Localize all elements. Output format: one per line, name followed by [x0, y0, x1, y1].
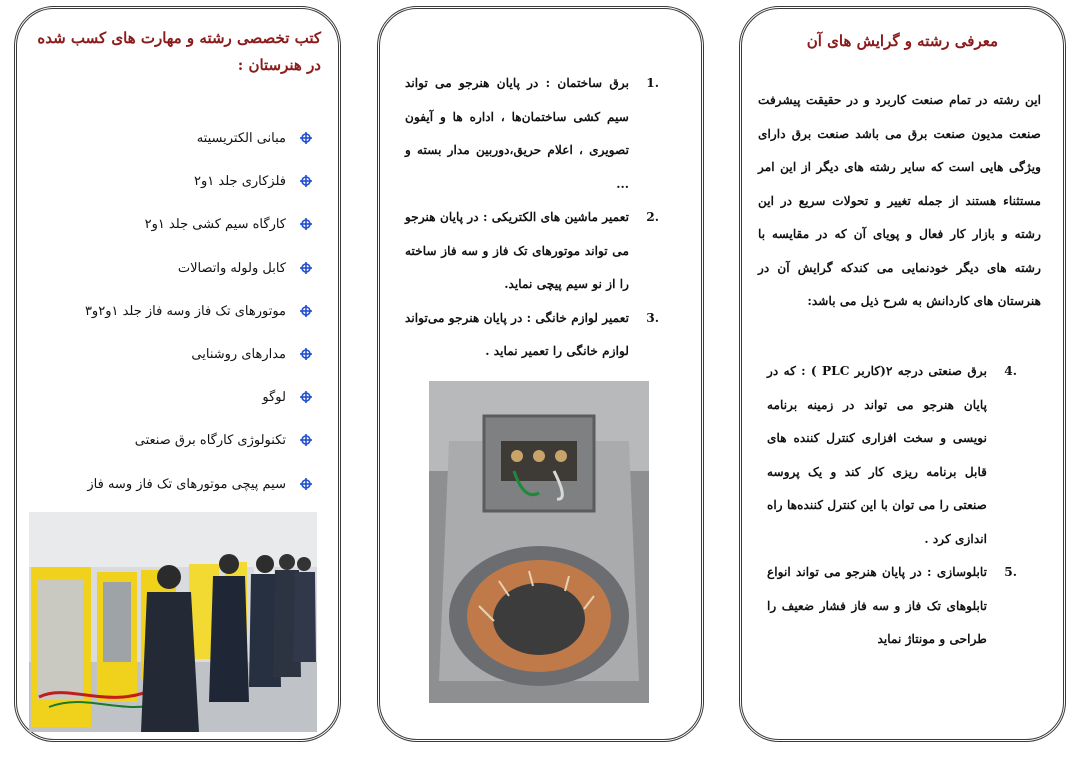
book-item	[22, 160, 312, 203]
crosshair-bullet-icon	[300, 305, 312, 317]
book-item	[22, 203, 312, 246]
book-item	[22, 463, 312, 506]
list-item-text: تعمیر لوازم خانگی : در پایان هنرجو می‌تواند لوازم خانگی را تعمیر نماید .	[405, 310, 629, 358]
crosshair-bullet-icon	[300, 434, 312, 446]
book-item-label: کابل ولوله واتصالات	[177, 260, 286, 276]
motor-photo	[429, 381, 649, 703]
list-item	[767, 355, 1017, 556]
list-item-text: تابلوسازی : در پایان هنرجو می تواند انواع تابلوهای تک فاز و سه فاز فشار ضعیف را طراحی و مونتاژ نماید	[767, 565, 987, 646]
book-item-label: مدارهای روشنایی	[191, 346, 286, 362]
intro-paragraph: این رشته در تمام صنعت کاربرد و در حقیقت پیشرفت صنعت مدیون صنعت برق می باشد صنعت برق دارای ویژگی هایی است که سایر رشته های دیگر از این امر مستثناء هستند از جمله تغییر و تحولات سریع در این رشته و بازار کار فعال و پویای آن که در مقایسه با رشته های دیگر خودنمایی می کندکه گرایش آن در هنرستان های کاردانش به شرح ذیل می باشد:	[758, 93, 1041, 308]
crosshair-bullet-icon	[300, 478, 312, 490]
book-item-label: سیم پیچی موتورهای تک فاز وسه فاز	[87, 476, 286, 492]
crosshair-bullet-icon	[300, 348, 312, 360]
list-item	[405, 67, 659, 201]
crosshair-bullet-icon	[300, 218, 312, 230]
books-list	[22, 117, 312, 506]
workshop-students-photo	[29, 512, 317, 732]
intro-panel-title: معرفی رشته و گرایش های آن	[806, 32, 998, 50]
book-item	[22, 419, 312, 462]
book-item-label: تکنولوژی کارگاه برق صنعتی	[134, 433, 286, 449]
crosshair-bullet-icon	[300, 175, 312, 187]
list-item-number: .3	[646, 310, 659, 325]
book-item-label: مبانی الکتریسیته	[196, 131, 286, 146]
books-panel-title: کتب تخصصی رشته و مهارت های کسب شده در هنرستان :	[37, 29, 321, 74]
book-item-label: فلزکاری جلد ۱و۲	[194, 174, 286, 190]
book-item-label: کارگاه سیم کشی جلد ۱و۲	[144, 217, 286, 233]
list-item-text: برق ساختمان : در پایان هنرجو می تواند سیم کشی ساختمان‌ها ، اداره ها و آیفون تصویری ، اعلام حریق،دوربین مدار بسته و ...	[405, 76, 629, 191]
book-item	[22, 333, 312, 376]
middle-list	[405, 67, 659, 369]
list-item-number: .5	[1004, 565, 1017, 579]
list-item-text: تعمیر ماشین های الکتریکی : در پایان هنرجو می تواند موتورهای تک فاز و سه فاز ساخته را از نو سیم پیچی نماید.	[405, 210, 629, 291]
book-item	[22, 290, 312, 333]
list-item	[405, 302, 659, 369]
books-panel	[14, 6, 341, 742]
list-item-number: .2	[646, 210, 659, 224]
intro-panel	[739, 6, 1066, 742]
crosshair-bullet-icon	[300, 132, 312, 144]
list-item-number: .1	[646, 76, 659, 90]
list-item	[405, 201, 659, 302]
book-item-label: موتورهای تک فاز وسه فاز جلد ۱و۲و۳	[84, 303, 286, 319]
list-item-number: .4	[1004, 364, 1017, 378]
book-item	[22, 376, 312, 419]
middle-panel	[377, 6, 704, 742]
list-item	[767, 556, 1017, 657]
list-item-text: برق صنعتی درجه ۲(کاربر PLC ) : که در پایان هنرجو می تواند در زمینه برنامه نویسی و سخت افزاری کنترل کننده های قابل برنامه ریزی کار کند و یک پروسه صنعتی را می توان با این کنترل کننده‌ها راه اندازی کرد .	[767, 364, 987, 546]
book-item	[22, 247, 312, 290]
book-item-label: لوگو	[262, 390, 286, 406]
crosshair-bullet-icon	[300, 391, 312, 403]
intro-list	[767, 355, 1017, 657]
book-item	[22, 117, 312, 160]
crosshair-bullet-icon	[300, 262, 312, 274]
